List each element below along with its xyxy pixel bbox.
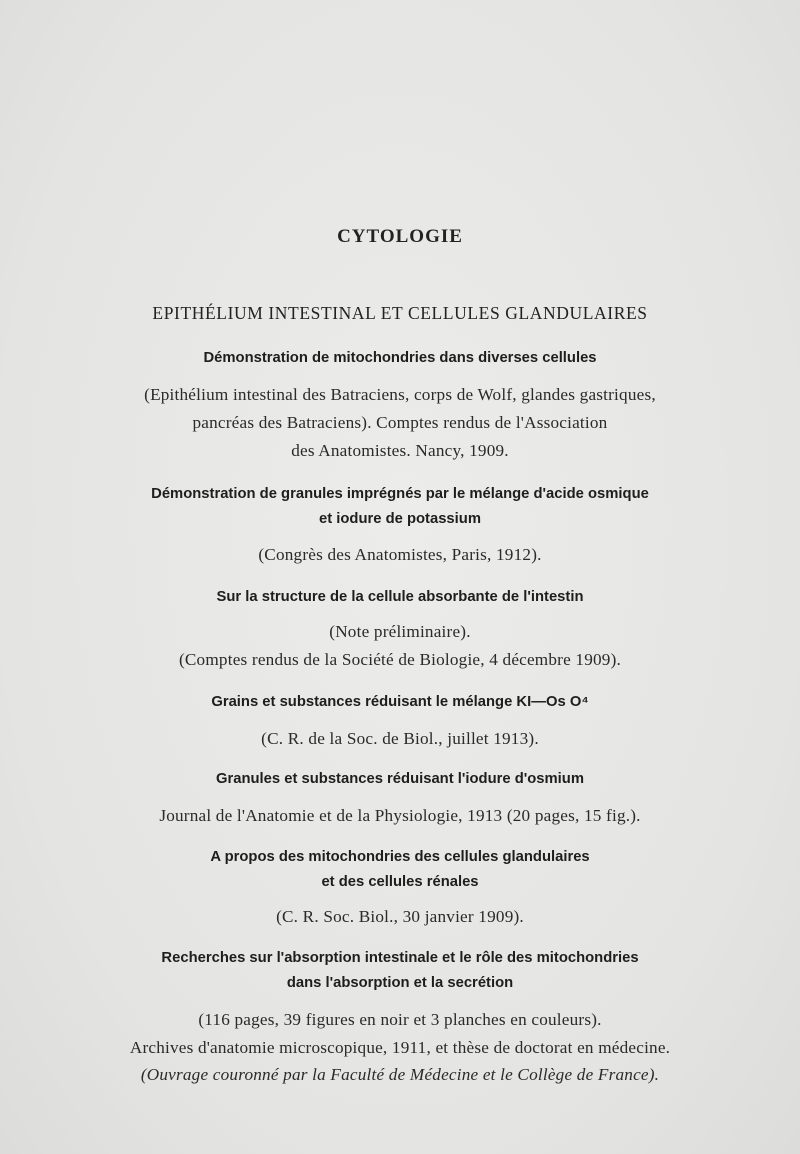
entry-title: Sur la structure de la cellule absorbante de l'intestin [216, 589, 584, 605]
section-title: EPITHÉLIUM INTESTINAL ET CELLULES GLANDULAIRES [152, 303, 648, 323]
entry-reference: pancréas des Batraciens). Comptes rendus de l'Association [192, 413, 608, 432]
entry-reference: (116 pages, 39 figures en noir et 3 planches en couleurs). [198, 1010, 602, 1029]
entry-reference: (Epithélium intestinal des Batraciens, corps de Wolf, glandes gastriques, [144, 385, 656, 404]
entry-title: Granules et substances réduisant l'iodure d'osmium [215, 771, 584, 787]
entry-title: Grains et substances réduisant le mélange KI—Os O⁴ [211, 694, 589, 710]
page-heading: CYTOLOGIE [337, 226, 463, 247]
entry-reference: Journal de l'Anatomie et de la Physiologie, 1913 (20 pages, 15 fig.). [159, 806, 641, 825]
entry-reference: (C. R. Soc. Biol., 30 janvier 1909). [276, 907, 524, 926]
entry-reference: (Note préliminaire). [329, 622, 471, 641]
entry-reference: (C. R. de la Soc. de Biol., juillet 1913). [261, 729, 539, 748]
entry-note: (Ouvrage couronné par la Faculté de Médecine et le Collège de France). [140, 1065, 660, 1084]
entry-title: A propos des mitochondries des cellules glandulaires [210, 849, 590, 865]
entry-title: Démonstration de granules imprégnés par le mélange d'acide osmique [151, 486, 649, 502]
entry-reference: (Congrès des Anatomistes, Paris, 1912). [258, 545, 542, 564]
entry-reference: Archives d'anatomie microscopique, 1911, et thèse de doctorat en médecine. [129, 1038, 671, 1057]
entry-title: Démonstration de mitochondries dans diverses cellules [203, 350, 597, 366]
entry-reference: (Comptes rendus de la Société de Biologie, 4 décembre 1909). [178, 650, 622, 669]
entry-title: et des cellules rénales [321, 874, 479, 890]
entry-title: et iodure de potassium [319, 511, 481, 527]
entry-title: dans l'absorption et la secrétion [286, 975, 514, 991]
entry-title: Recherches sur l'absorption intestinale et le rôle des mitochondries [161, 950, 639, 966]
entry-reference: des Anatomistes. Nancy, 1909. [291, 441, 509, 460]
